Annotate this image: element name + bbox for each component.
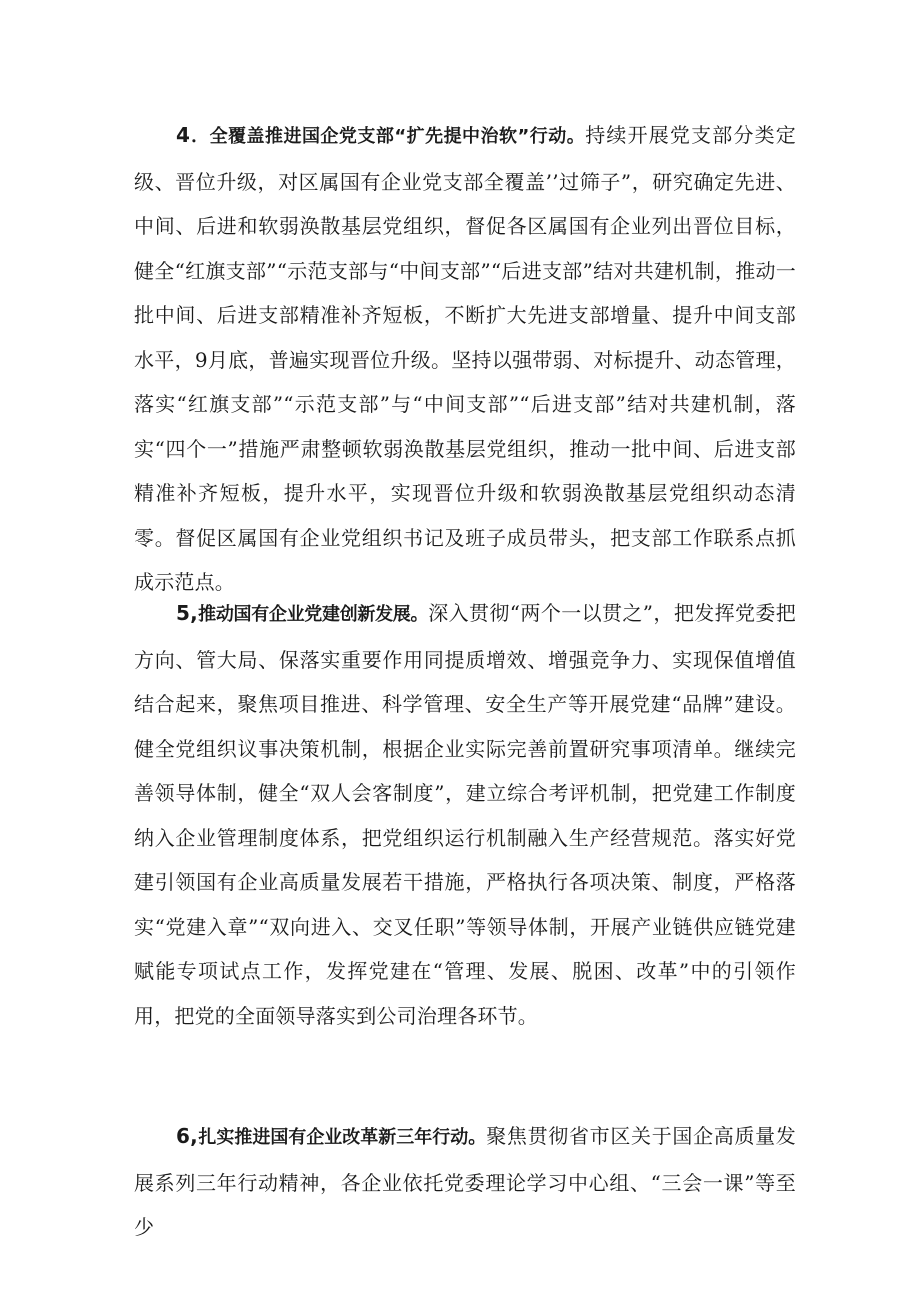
item-body: 持续开展党支部分类定级、晋位升级，对区属国有企业党支部全覆盖’’过筛子”，研究确定先进、中间、后进和软弱涣散基层党组织，督促各区属国有企业列出晋位目标，健全“红旗支部”“示范支部与“中间支部”“后进支部”结对共建机制，推动一批中间、后进支部精准补齐短板，不断扩大先进支部增量、提升中间支部水平，9月底，普遍实现晋位升级。坚持以强带弱、对标提升、动态管理，落实“红旗支部”“示范支部”与“中间支部”“后进支部”结对共建机制，落实“四个一”措施严肃整顿软弱涣散基层党组织，推动一批中间、后进支部精准补齐短板，提升水平，实现晋位升级和软弱涣散基层党组织动态清零。督促区属国有企业党组织书记及班子成员带头，把支部工作联系点抓成示范点。: [134, 123, 796, 594]
item-number: 6,: [176, 1124, 198, 1148]
paragraph-item-4: [134, 113, 796, 605]
item-body: 深入贯彻“两个一以贯之”，把发挥党委把方向、管大局、保落实重要作用同提质增效、增强竞争力、实现保值增值结合起来，聚焦项目推进、科学管理、安全生产等开展党建“品牌”建设。健全党组织议事决策机制，根据企业实际完善前置研究事项清单。继续完善领导体制，健全“双人会客制度”，建立综合考评机制，把党建工作制度纳入企业管理制度体系，把党组织运行机制融入生产经营规范。落实好党建引领国有企业高质量发展若干措施，严格执行各项决策、制度，严格落实“党建入章”“双向进入、交叉任职”等领导体制，开展产业链供应链党建赋能专项试点工作，发挥党建在“管理、发展、脱困、改革”中的引领作用，把党的全面领导落实到公司治理各环节。: [134, 601, 797, 1028]
paragraph-item-5: [134, 591, 796, 1038]
item-heading: 推动国有企业党建创新发展。: [197, 604, 429, 625]
paragraph-item-6: [134, 1114, 796, 1250]
item-number: 4: [176, 123, 191, 147]
item-body: 聚焦贯彻省市区关于国企高质量发展系列三年行动精神，各企业依托党委理论学习中心组、“三会一课”等至少: [134, 1124, 797, 1239]
item-heading: 扎实推进国有企业改革新三年行动。: [197, 1127, 487, 1148]
item-heading: ．全覆盖推进国企党支部“扩先提中治软”行动。: [190, 126, 586, 147]
item-number: 5,: [176, 601, 198, 625]
